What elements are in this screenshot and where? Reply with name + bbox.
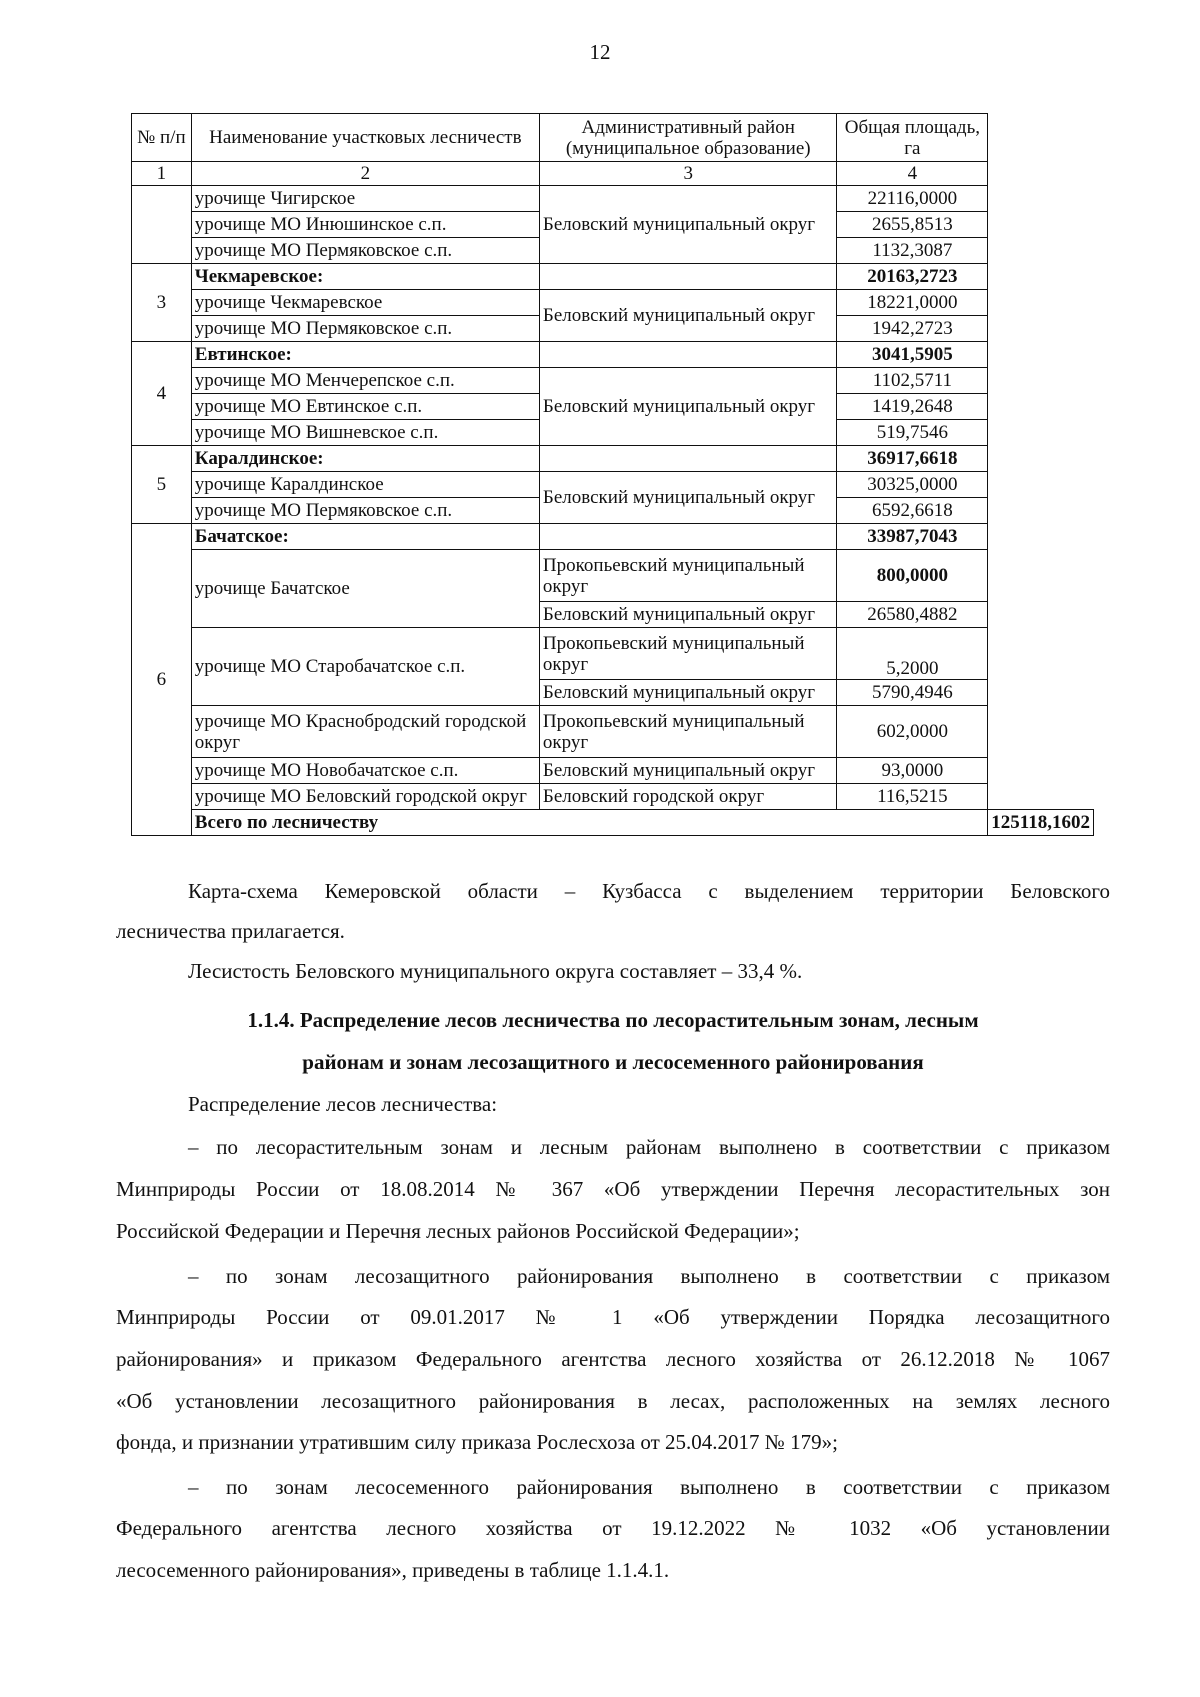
table-row (132, 368, 1094, 394)
table-row (132, 706, 1094, 758)
header-name: Наименование участковых лесничеств (191, 114, 539, 162)
row-name: урочище МО Краснобродский городской округ (191, 706, 539, 758)
row-area: 6592,6618 (837, 498, 988, 524)
table-row (132, 342, 1094, 368)
row-district (539, 342, 837, 368)
map-paragraph-line-2: лесничества прилагается. (116, 919, 345, 943)
row-district: Беловский муниципальный округ (539, 368, 837, 446)
subtotal-name: Евтинское: (191, 342, 539, 368)
table-row (132, 264, 1094, 290)
col-number: 2 (191, 162, 539, 186)
row-num (132, 186, 192, 264)
total-row (132, 810, 1094, 836)
total-label: Всего по лесничеству (191, 810, 988, 836)
bullet-3-line-3: лесосеменного районирования», приведены в таблице 1.1.4.1. (116, 1558, 670, 1582)
subtotal-area: 33987,7043 (837, 524, 988, 550)
row-area: 2655,8513 (837, 212, 988, 238)
row-num: 6 (132, 524, 192, 836)
row-area: 116,5215 (837, 784, 988, 810)
row-name: урочище МО Пермяковское с.п. (191, 316, 539, 342)
forestry-table (131, 113, 1094, 836)
bullet-1-line-1: – по лесорастительным зонам и лесным районам выполнено в соответствии с приказом (188, 1135, 1110, 1159)
row-area: 22116,0000 (837, 186, 988, 212)
row-num: 3 (132, 264, 192, 342)
table-row (132, 758, 1094, 784)
row-district: Беловский муниципальный округ (539, 758, 837, 784)
bullet-1-line-3: Российской Федерации и Перечня лесных районов Российской Федерации»; (116, 1219, 800, 1243)
bullet-3-line-2: Федерального агентства лесного хозяйства от 19.12.2022 № 1032 «Об установлении (116, 1516, 1110, 1540)
column-number-row (132, 162, 1094, 186)
row-area: 602,0000 (837, 706, 988, 758)
row-district: Беловский городской округ (539, 784, 837, 810)
row-name: урочище Чекмаревское (191, 290, 539, 316)
row-name: урочище МО Пермяковское с.п. (191, 498, 539, 524)
col-number: 1 (132, 162, 192, 186)
row-name: урочище МО Вишневское с.п. (191, 420, 539, 446)
subtotal-area: 36917,6618 (837, 446, 988, 472)
bullet-3-line-1: – по зонам лесосеменного районирования выполнено в соответствии с приказом (188, 1475, 1110, 1499)
page-number: 12 (589, 40, 611, 64)
row-district: Беловский муниципальный округ (539, 680, 837, 706)
table-row (132, 472, 1094, 498)
header-district: Административный район (муниципальное образование) (539, 114, 837, 162)
map-paragraph-line-1: Карта-схема Кемеровской области – Кузбасса с выделением территории Беловского (188, 879, 1110, 903)
col-number: 3 (539, 162, 837, 186)
row-district (539, 264, 837, 290)
bullet-2-line-5: фонда, и признании утратившим силу приказа Рослесхоза от 25.04.2017 № 179»; (116, 1430, 838, 1454)
subtotal-name: Каралдинское: (191, 446, 539, 472)
table-row (132, 628, 1094, 680)
table-row (132, 524, 1094, 550)
row-area: 93,0000 (837, 758, 988, 784)
row-district: Беловский муниципальный округ (539, 290, 837, 342)
row-area: 5,2000 (837, 628, 988, 680)
row-name: урочище МО Новобачатское с.п. (191, 758, 539, 784)
bullet-2-line-2: Минприроды России от 09.01.2017 № 1 «Об утверждении Порядка лесозащитного (116, 1305, 1110, 1329)
row-district: Прокопьевский муниципальный округ (539, 550, 837, 602)
bullet-1-line-2: Минприроды России от 18.08.2014 № 367 «Об утверждении Перечня лесорастительных зон (116, 1177, 1110, 1201)
subtotal-name: Бачатское: (191, 524, 539, 550)
row-area: 1942,2723 (837, 316, 988, 342)
row-district: Беловский муниципальный округ (539, 472, 837, 524)
row-name: урочище МО Старобачатское с.п. (191, 628, 539, 706)
distribution-intro: Распределение лесов лесничества: (188, 1092, 498, 1116)
subtotal-area: 3041,5905 (837, 342, 988, 368)
table-header-row (132, 114, 1094, 162)
table-row (132, 186, 1094, 212)
subtotal-area: 20163,2723 (837, 264, 988, 290)
row-name: урочище МО Евтинское с.п. (191, 394, 539, 420)
row-area: 1419,2648 (837, 394, 988, 420)
row-district: Прокопьевский муниципальный округ (539, 628, 837, 680)
bullet-2-line-1: – по зонам лесозащитного районирования выполнено в соответствии с приказом (188, 1264, 1110, 1288)
row-area: 26580,4882 (837, 602, 988, 628)
row-area: 800,0000 (837, 550, 988, 602)
row-num: 5 (132, 446, 192, 524)
table-row (132, 550, 1094, 602)
bullet-2-line-3: районирования» и приказом Федерального агентства лесного хозяйства от 26.12.2018 № 1067 (116, 1347, 1110, 1371)
table-row (132, 290, 1094, 316)
row-area: 519,7546 (837, 420, 988, 446)
row-name: урочище Каралдинское (191, 472, 539, 498)
row-district: Беловский муниципальный округ (539, 186, 837, 264)
row-area: 30325,0000 (837, 472, 988, 498)
row-district: Прокопьевский муниципальный округ (539, 706, 837, 758)
total-area: 125118,1602 (988, 810, 1094, 836)
section-heading-line-2: районам и зонам лесозащитного и лесосеменного районирования (302, 1050, 924, 1074)
row-name: урочище Бачатское (191, 550, 539, 628)
header-area: Общая площадь, га (837, 114, 988, 162)
row-area: 1132,3087 (837, 238, 988, 264)
col-number: 4 (837, 162, 988, 186)
row-name: урочище МО Пермяковское с.п. (191, 238, 539, 264)
table-row (132, 446, 1094, 472)
row-area: 5790,4946 (837, 680, 988, 706)
bullet-2-line-4: «Об установлении лесозащитного районирования в лесах, расположенных на землях лесного (116, 1389, 1110, 1413)
row-district: Беловский муниципальный округ (539, 602, 837, 628)
row-district (539, 446, 837, 472)
section-heading-line-1: 1.1.4. Распределение лесов лесничества по лесорастительным зонам, лесным (247, 1008, 979, 1032)
table-row (132, 784, 1094, 810)
row-area: 1102,5711 (837, 368, 988, 394)
subtotal-name: Чекмаревское: (191, 264, 539, 290)
header-num: № п/п (132, 114, 192, 162)
row-district (539, 524, 837, 550)
row-num: 4 (132, 342, 192, 446)
row-name: урочище Чигирское (191, 186, 539, 212)
row-area: 18221,0000 (837, 290, 988, 316)
row-name: урочище МО Беловский городской округ (191, 784, 539, 810)
row-name: урочище МО Инюшинское с.п. (191, 212, 539, 238)
row-name: урочище МО Менчерепское с.п. (191, 368, 539, 394)
forest-cover-paragraph: Лесистость Беловского муниципального округа составляет – 33,4 %. (188, 959, 803, 983)
